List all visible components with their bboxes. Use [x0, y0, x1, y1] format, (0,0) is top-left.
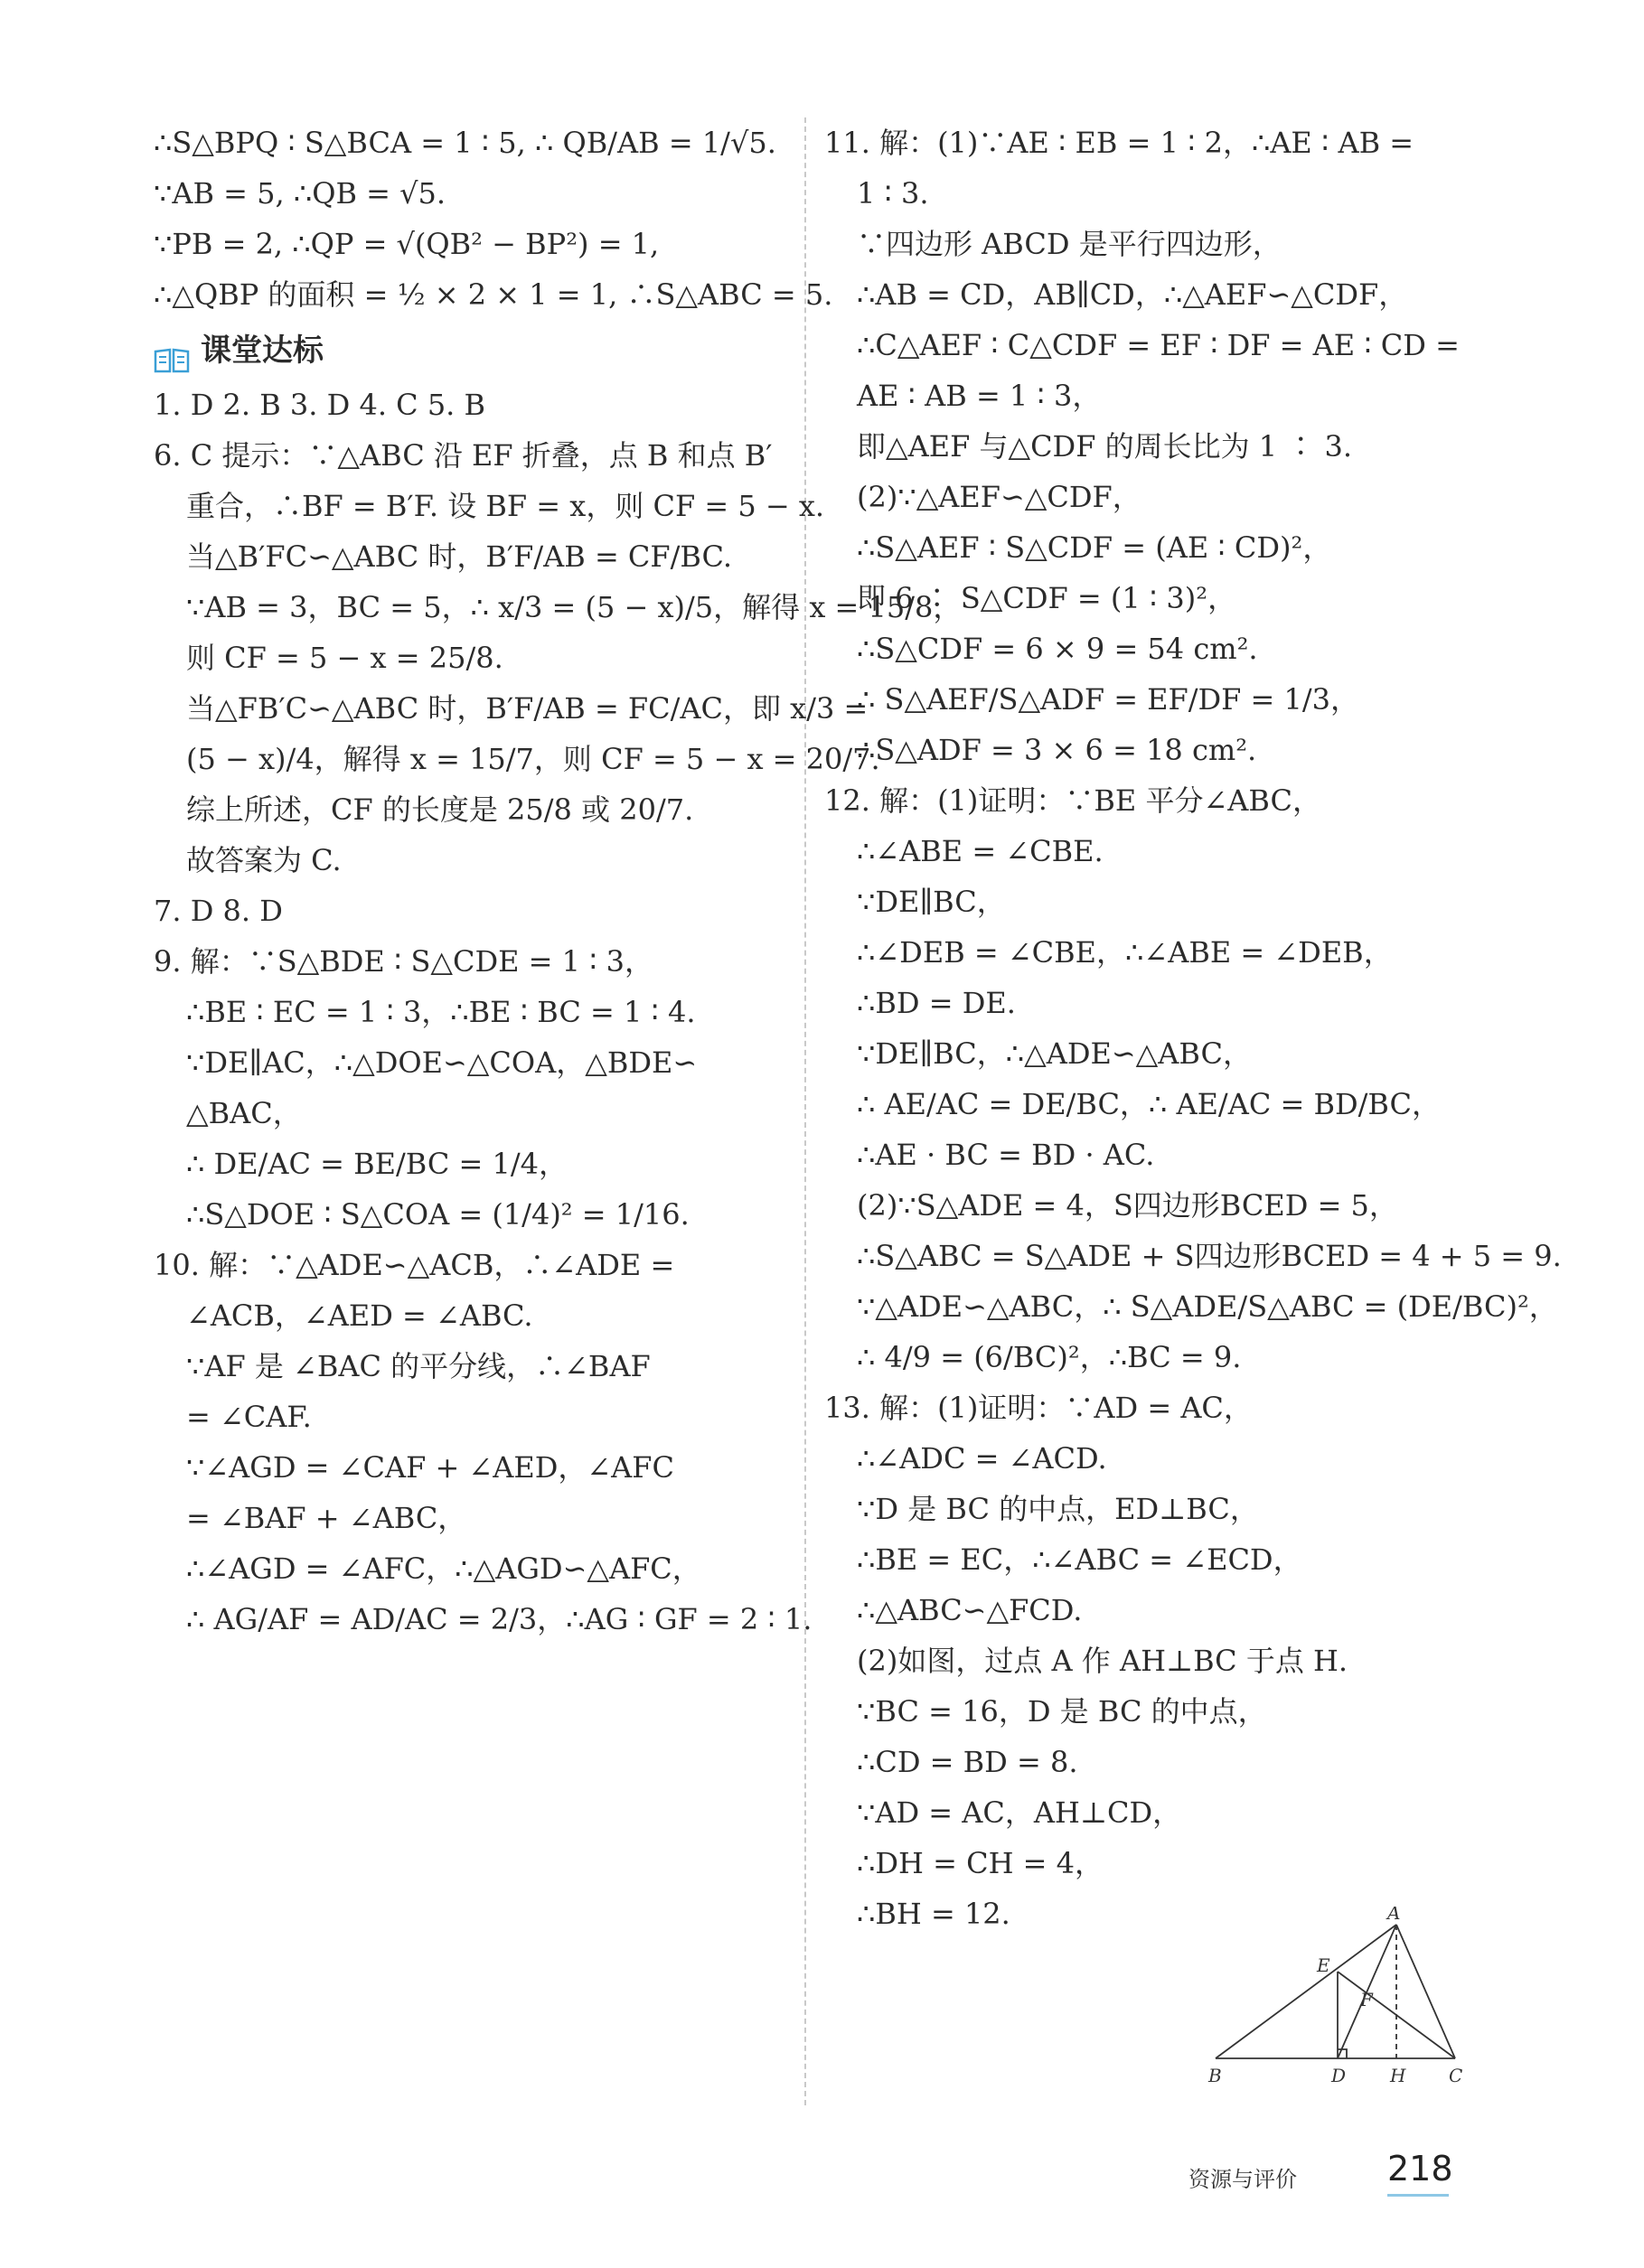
answer-line: 重合，∴BF = B′F. 设 BF = x，则 CF = 5 − x. [186, 489, 825, 523]
text-line: ∴∠ABE = ∠CBE. [857, 834, 1104, 868]
text-line: 1 ∶ 3. [857, 176, 929, 211]
text-line: ∵AB = 5, ∴QB = √5. [154, 176, 446, 211]
label-h: H [1390, 2065, 1406, 2086]
label-c: C [1449, 2065, 1463, 2086]
answer-line: ∴ DE/AC = BE/BC = 1/4， [186, 1147, 568, 1181]
section-heading [154, 325, 795, 376]
text-line: ∴BD = DE. [857, 986, 1016, 1020]
text-line: ∴DH = CH = 4， [857, 1846, 1104, 1880]
answer-line: ∵AF 是 ∠BAC 的平分线，∴∠BAF [186, 1349, 651, 1383]
answer-line: ∵∠AGD = ∠CAF + ∠AED，∠AFC [186, 1450, 674, 1485]
answer-line: (5 − x)/4，解得 x = 15/7，则 CF = 5 − x = 20/7. [186, 742, 880, 776]
text-line: (2)∵S△ADE = 4，S四边形BCED = 5， [857, 1188, 1398, 1223]
answer-line: 当△B′FC∽△ABC 时，B′F/AB = CF/BC. [186, 539, 733, 574]
answer-line: ∵DE∥AC，∴△DOE∽△COA，△BDE∽ [186, 1045, 698, 1080]
label-f: F [1360, 1989, 1373, 2010]
section-title: 课堂达标 [201, 333, 324, 369]
text-line: 13. 解：(1)证明：∵AD = AC， [824, 1391, 1253, 1425]
column-divider [804, 117, 806, 2105]
text-line: ∴CD = BD = 8. [857, 1745, 1078, 1779]
open-book-icon [154, 338, 190, 363]
text-line: ∵PB = 2, ∴QP = √(QB² − BP²) = 1, [154, 227, 660, 261]
text-line: ∴△QBP 的面积 = ½ × 2 × 1 = 1, ∴S△ABC = 5. [154, 277, 833, 312]
label-e: E [1317, 1954, 1330, 1976]
text-line: ∴AE · BC = BD · AC. [857, 1138, 1155, 1172]
answer-line: = ∠CAF. [186, 1400, 312, 1434]
answer-line: ∴S△DOE ∶ S△COA = (1/4)² = 1/16. [186, 1197, 690, 1232]
answer-line: 7. D 8. D [154, 894, 283, 928]
answer-line: △BAC， [186, 1096, 302, 1130]
answer-line: 1. D 2. B 3. D 4. C 5. B [154, 388, 486, 422]
text-line: ∵DE∥BC， [857, 885, 1006, 919]
page-number-underline [1387, 2194, 1449, 2197]
answer-line: = ∠BAF + ∠ABC， [186, 1501, 467, 1535]
answer-line: ∵AB = 3，BC = 5，∴ x/3 = (5 − x)/5，解得 x = 15/8， [186, 590, 963, 624]
text-line: ∴∠ADC = ∠ACD. [857, 1441, 1107, 1476]
answer-line: ∴ AG/AF = AD/AC = 2/3，∴AG ∶ GF = 2 ∶ 1. [186, 1602, 813, 1636]
text-line: ∴C△AEF ∶ C△CDF = EF ∶ DF = AE ∶ CD = [857, 328, 1460, 362]
geometry-figure [1207, 1907, 1469, 2087]
text-line: ∵四边形 ABCD 是平行四边形， [857, 227, 1282, 261]
text-line: ∴S△CDF = 6 × 9 = 54 cm². [857, 632, 1258, 666]
text-line: ∴ AE/AC = DE/BC，∴ AE/AC = BD/BC， [857, 1087, 1442, 1121]
text-line: ∵AD = AC，AH⊥CD， [857, 1795, 1182, 1830]
text-line: ∵BC = 16，D 是 BC 的中点， [857, 1694, 1267, 1729]
page-number: 218 [1387, 2149, 1453, 2188]
answer-line: ∠ACB，∠AED = ∠ABC. [186, 1298, 533, 1333]
text-line: ∵D 是 BC 的中点，ED⊥BC， [857, 1492, 1259, 1526]
label-b: B [1208, 2065, 1222, 2086]
text-line: ∴S△ABC = S△ADE + S四边形BCED = 4 + 5 = 9. [857, 1239, 1562, 1273]
answer-line: 则 CF = 5 − x = 25/8. [186, 641, 503, 675]
answer-line: 10. 解：∵△ADE∽△ACB，∴∠ADE = [154, 1248, 675, 1282]
answer-line: 故答案为 C. [186, 843, 342, 877]
label-d: D [1331, 2065, 1347, 2086]
text-line: 即 6 ∶ S△CDF = (1 ∶ 3)²， [857, 581, 1237, 615]
text-line: ∴S△ADF = 3 × 6 = 18 cm². [857, 733, 1257, 767]
answer-line: 综上所述，CF 的长度是 25/8 或 20/7. [186, 792, 694, 827]
answer-line: ∴∠AGD = ∠AFC，∴△AGD∽△AFC， [186, 1551, 701, 1586]
text-line: ∴ S△AEF/S△ADF = EF/DF = 1/3， [857, 682, 1360, 717]
answer-line: 当△FB′C∽△ABC 时，B′F/AB = FC/AC，即 x/3 = [186, 691, 869, 726]
text-line: ∴BH = 12. [857, 1897, 1010, 1931]
text-line: ∴△ABC∽△FCD. [857, 1593, 1083, 1627]
text-line: ∴ 4/9 = (6/BC)²，∴BC = 9. [857, 1340, 1242, 1374]
footer-label: 资源与评价 [1188, 2167, 1297, 2192]
right-column [824, 117, 1562, 1939]
text-line: ∴AB = CD，AB∥CD，∴△AEF∽△CDF， [857, 277, 1408, 312]
answer-line: 9. 解：∵S△BDE ∶ S△CDE = 1 ∶ 3， [154, 944, 654, 979]
text-line: (2)∵△AEF∽△CDF， [857, 480, 1141, 514]
answer-line: ∴BE ∶ EC = 1 ∶ 3，∴BE ∶ BC = 1 ∶ 4. [186, 995, 696, 1029]
text-line: AE ∶ AB = 1 ∶ 3， [857, 379, 1102, 413]
label-a: A [1387, 1907, 1401, 1924]
answer-line: 6. C 提示：∵△ABC 沿 EF 折叠，点 B 和点 B′ [154, 438, 773, 473]
text-line: 即△AEF 与△CDF 的周长比为 1 ∶ 3. [857, 429, 1352, 464]
text-line: ∴S△AEF ∶ S△CDF = (AE ∶ CD)²， [857, 530, 1332, 565]
text-line: 12. 解：(1)证明：∵BE 平分∠ABC， [824, 783, 1321, 818]
text-line: (2)如图，过点 A 作 AH⊥BC 于点 H. [857, 1644, 1348, 1678]
text-line: 11. 解：(1)∵AE ∶ EB = 1 ∶ 2，∴AE ∶ AB = [824, 126, 1414, 160]
text-line: ∵△ADE∽△ABC，∴ S△ADE/S△ABC = (DE/BC)²， [857, 1289, 1558, 1324]
text-line: ∴∠DEB = ∠CBE，∴∠ABE = ∠DEB， [857, 935, 1393, 970]
text-line: ∴BE = EC，∴∠ABC = ∠ECD， [857, 1542, 1302, 1577]
text-line: ∵DE∥BC，∴△ADE∽△ABC， [857, 1036, 1252, 1071]
text-line: ∴S△BPQ ∶ S△BCA = 1 ∶ 5, ∴ QB/AB = 1/√5. [154, 126, 776, 160]
segment-ac [1396, 1925, 1455, 2058]
